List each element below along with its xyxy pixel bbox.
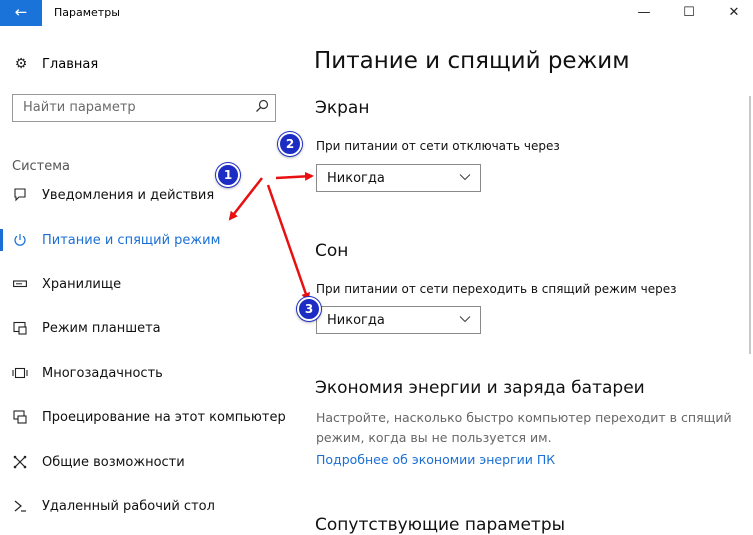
sleep-section-heading: Сон: [315, 241, 349, 261]
sidebar-item-label: Режим планшета: [42, 320, 161, 336]
arrow-to-screen-dropdown: [276, 176, 312, 178]
sleep-timeout-label: При питании от сети переходить в спящий режим через: [316, 282, 677, 296]
search-placeholder: Найти параметр: [23, 100, 136, 115]
back-arrow-icon: ←: [14, 3, 28, 21]
sidebar-item-label: Хранилище: [42, 276, 122, 292]
battery-description: Настройте, насколько быстро компьютер переходит в спящий режим, когда вы не пользуется им.: [316, 410, 732, 445]
sidebar-item-label: Многозадачность: [42, 365, 163, 381]
maximize-icon: ☐: [683, 5, 695, 20]
minimize-icon: —: [637, 5, 651, 20]
related-settings-heading: Сопутствующие параметры: [315, 515, 566, 535]
annotation-badge-3: 3: [297, 297, 321, 321]
screen-timeout-value: Никогда: [327, 171, 385, 186]
sidebar-section-label: Система: [12, 159, 71, 174]
close-icon: ✕: [728, 5, 740, 20]
sidebar-home-label: Главная: [42, 56, 99, 72]
annotation-badge-2: 2: [278, 132, 302, 156]
sidebar-item-label: Питание и спящий режим: [42, 232, 221, 248]
battery-section-heading: Экономия энергии и заряда батареи: [315, 378, 645, 398]
gear-icon: ⚙: [14, 56, 28, 72]
battery-learn-more-link[interactable]: Подробнее об экономии энергии ПК: [316, 452, 556, 467]
annotation-badge-1: 1: [216, 163, 240, 187]
sidebar-item-label: Удаленный рабочий стол: [42, 498, 215, 514]
sidebar-item-label: Уведомления и действия: [42, 187, 215, 203]
screen-timeout-label: При питании от сети отключать через: [316, 139, 560, 153]
window-title: Параметры: [54, 6, 120, 19]
screen-section-heading: Экран: [315, 98, 370, 118]
sidebar-item-label: Проецирование на этот компьютер: [42, 409, 286, 425]
sidebar-item-label: Общие возможности: [42, 454, 185, 470]
arrow-to-sleep-dropdown: [268, 185, 308, 300]
sleep-timeout-value: Никогда: [327, 313, 385, 328]
page-title: Питание и спящий режим: [314, 48, 630, 74]
